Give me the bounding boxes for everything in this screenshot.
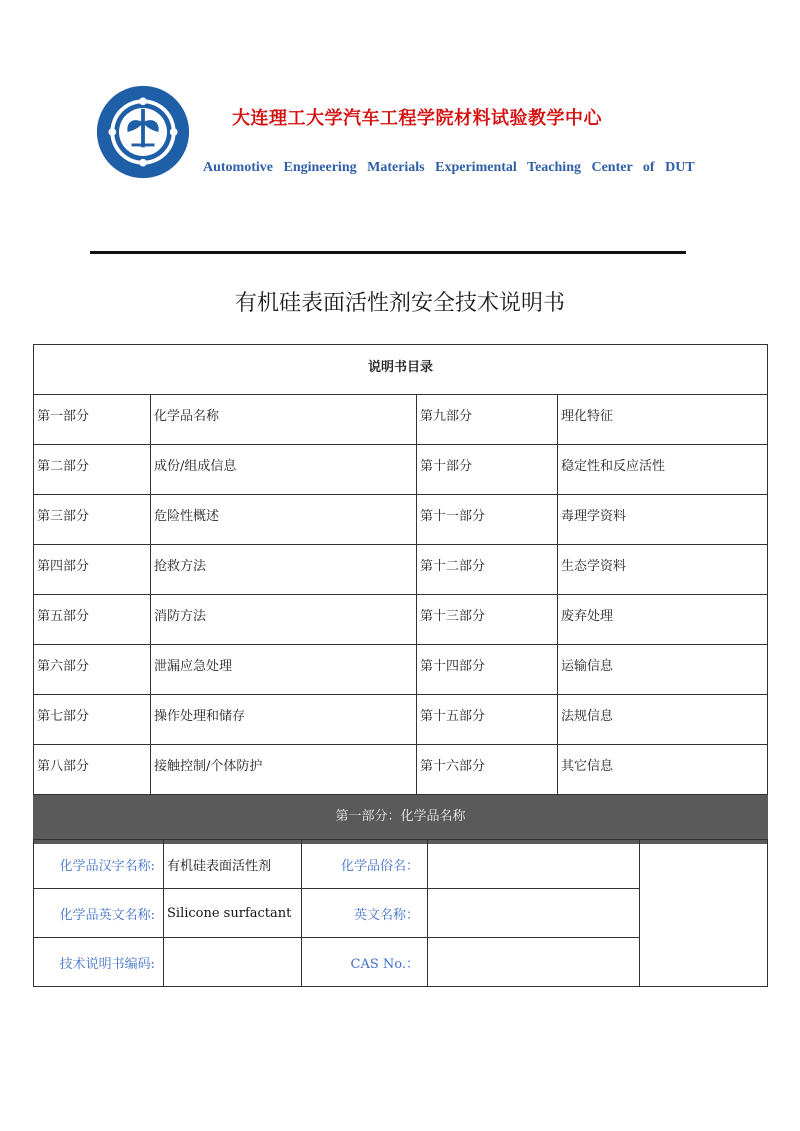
toc-part-name: 稳定性和反应活性 <box>558 445 768 495</box>
toc-part-name: 接触控制/个体防护 <box>151 745 417 795</box>
toc-part-number: 第五部分 <box>34 595 151 645</box>
toc-part-number: 第四部分 <box>34 545 151 595</box>
toc-part-name: 生态学资料 <box>558 545 768 595</box>
toc-row <box>34 695 768 745</box>
toc-part-name: 废弃处理 <box>558 595 768 645</box>
toc-part-name: 抢救方法 <box>151 545 417 595</box>
toc-row <box>34 745 768 795</box>
toc-table <box>33 344 768 844</box>
doc-code-value[interactable] <box>164 938 302 987</box>
toc-part-number: 第十五部分 <box>417 695 558 745</box>
toc-part-number: 第十四部分 <box>417 645 558 695</box>
section-heading: 第一部分：化学品名称 <box>34 795 768 844</box>
en-name2-value[interactable] <box>428 889 640 938</box>
toc-row <box>34 595 768 645</box>
university-logo-icon <box>95 84 191 180</box>
toc-row <box>34 395 768 445</box>
en-name-value: Silicone surfactant <box>164 889 302 938</box>
en-name-label: 化学品英文名称: <box>34 889 164 938</box>
toc-part-number: 第七部分 <box>34 695 151 745</box>
toc-part-number: 第八部分 <box>34 745 151 795</box>
toc-row <box>34 545 768 595</box>
toc-part-name: 危险性概述 <box>151 495 417 545</box>
cas-label: CAS No.： <box>302 938 428 987</box>
toc-row <box>34 495 768 545</box>
toc-row <box>34 445 768 495</box>
toc-row <box>34 645 768 695</box>
toc-part-number: 第一部分 <box>34 395 151 445</box>
org-name-cn: 大连理工大学汽车工程学院材料试验教学中心 <box>232 108 602 129</box>
blank-column <box>640 840 768 987</box>
toc-part-name: 化学品名称 <box>151 395 417 445</box>
toc-part-number: 第二部分 <box>34 445 151 495</box>
cn-name-label: 化学品汉字名称: <box>34 840 164 889</box>
common-name-value[interactable] <box>428 840 640 889</box>
toc-part-name: 消防方法 <box>151 595 417 645</box>
toc-part-name: 运输信息 <box>558 645 768 695</box>
toc-part-number: 第三部分 <box>34 495 151 545</box>
toc-part-number: 第十部分 <box>417 445 558 495</box>
cn-name-value: 有机硅表面活性剂 <box>164 840 302 889</box>
toc-heading: 说明书目录 <box>34 345 768 395</box>
toc-part-number: 第十二部分 <box>417 545 558 595</box>
toc-part-number: 第十一部分 <box>417 495 558 545</box>
document-title: 有机硅表面活性剂安全技术说明书 <box>234 291 565 316</box>
cas-value[interactable] <box>428 938 640 987</box>
toc-part-name: 毒理学资料 <box>558 495 768 545</box>
toc-part-name: 成份/组成信息 <box>151 445 417 495</box>
toc-part-name: 泄漏应急处理 <box>151 645 417 695</box>
toc-part-name: 其它信息 <box>558 745 768 795</box>
header-divider <box>90 251 686 254</box>
doc-code-label: 技术说明书编码: <box>34 938 164 987</box>
toc-part-number: 第十六部分 <box>417 745 558 795</box>
toc-part-number: 第九部分 <box>417 395 558 445</box>
common-name-label: 化学品俗名： <box>302 840 428 889</box>
chemical-info-table <box>33 839 768 987</box>
toc-part-name: 理化特征 <box>558 395 768 445</box>
toc-part-number: 第六部分 <box>34 645 151 695</box>
en-name2-label: 英文名称： <box>302 889 428 938</box>
toc-part-name: 法规信息 <box>558 695 768 745</box>
toc-part-name: 操作处理和储存 <box>151 695 417 745</box>
org-name-en: Automotive Engineering Materials Experimental Teaching Center of DUT <box>203 160 695 175</box>
toc-part-number: 第十三部分 <box>417 595 558 645</box>
